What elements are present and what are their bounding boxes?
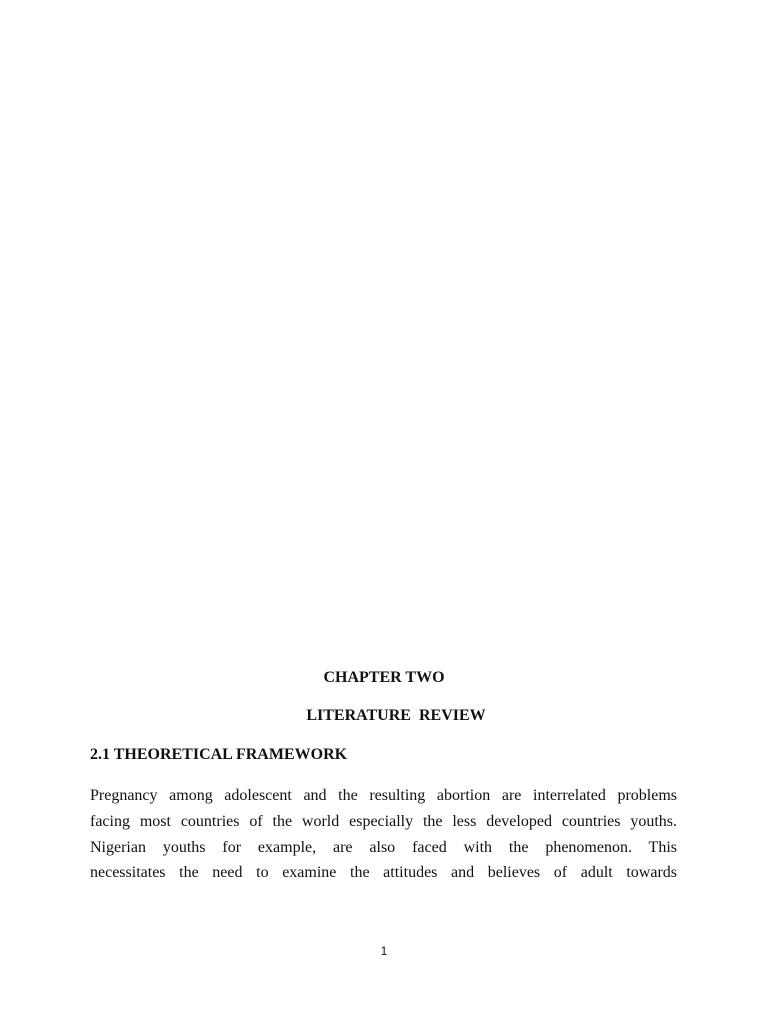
paragraph-line: facing most countries of the world especially the less developed countries youths. [90,812,677,830]
chapter-title: CHAPTER TWO [323,669,445,686]
paragraph-line: necessitates the need to examine the attitudes and believes of adult towards [90,864,677,882]
paragraph-line: Nigerian youths for example, are also faced with the phenomenon. This [90,838,677,856]
page-number: 1 [380,944,388,958]
body-paragraph [90,783,677,886]
chapter-subtitle: LITERATURE REVIEW [306,707,486,724]
paragraph-line: Pregnancy among adolescent and the resulting abortion are interrelated problems [90,787,677,804]
section-heading: 2.1 THEORETICAL FRAMEWORK [90,746,348,763]
